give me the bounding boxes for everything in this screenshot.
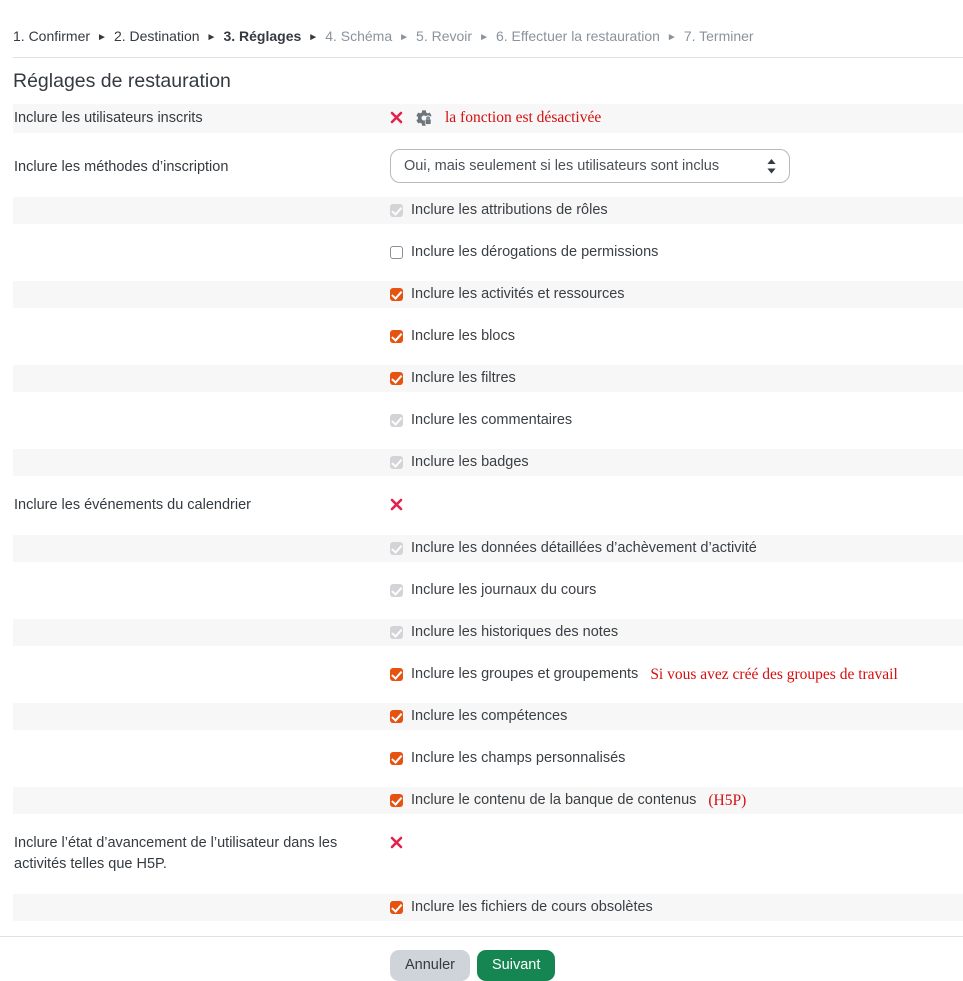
checkbox-label: Inclure les dérogations de permissions bbox=[411, 244, 659, 260]
checkbox bbox=[390, 456, 403, 469]
step-separator-icon: ► bbox=[666, 32, 677, 43]
checkbox-label: Inclure les compétences bbox=[411, 708, 568, 724]
field-note: Si vous avez créé des groupes de travail bbox=[650, 666, 898, 683]
field-control bbox=[390, 108, 963, 127]
checkbox-label: Inclure les journaux du cours bbox=[411, 582, 597, 598]
field-label: Inclure l’état d’avancement de l’utilisateur dans les activités telles que H5P. bbox=[14, 835, 338, 872]
select-arrows-icon bbox=[767, 159, 776, 174]
field-control bbox=[390, 201, 963, 220]
checkbox bbox=[390, 414, 403, 427]
form-row bbox=[13, 829, 963, 879]
field-control bbox=[390, 327, 963, 346]
form-row bbox=[13, 703, 963, 730]
checkbox-label: Inclure les fichiers de cours obsolètes bbox=[411, 899, 653, 915]
field-control bbox=[390, 495, 963, 511]
checkbox-label: Inclure les attributions de rôles bbox=[411, 202, 608, 218]
field-note: la fonction est désactivée bbox=[445, 109, 602, 126]
field-control bbox=[390, 243, 963, 262]
checkbox bbox=[390, 204, 403, 217]
step-1: 1. Confirmer bbox=[13, 28, 91, 44]
checkbox-label: Inclure les champs personnalisés bbox=[411, 750, 626, 766]
form-row bbox=[13, 535, 963, 562]
form-row bbox=[13, 148, 963, 184]
checkbox-label: Inclure les blocs bbox=[411, 328, 515, 344]
field-control bbox=[390, 539, 963, 558]
form-row bbox=[13, 787, 963, 814]
checkbox-label: Inclure le contenu de la banque de contenus bbox=[411, 792, 697, 808]
field-control bbox=[390, 581, 963, 600]
step-2: 2. Destination bbox=[113, 28, 200, 44]
select-value: Oui, mais seulement si les utilisateurs sont inclus bbox=[404, 157, 720, 174]
step-separator-icon: ► bbox=[479, 32, 489, 43]
field-control bbox=[390, 791, 963, 810]
checkbox-label: Inclure les groupes et groupements bbox=[411, 666, 639, 682]
field-label: Inclure les événements du calendrier bbox=[14, 497, 251, 513]
checkbox bbox=[390, 584, 403, 597]
checkbox[interactable] bbox=[390, 901, 403, 914]
checkbox[interactable] bbox=[390, 288, 403, 301]
checkbox[interactable] bbox=[390, 246, 403, 259]
checkbox bbox=[390, 542, 403, 555]
checkbox[interactable] bbox=[390, 372, 403, 385]
gear-lock-icon bbox=[416, 110, 432, 126]
step-3: 3. Réglages bbox=[223, 28, 302, 44]
field-control bbox=[390, 665, 963, 684]
form-row bbox=[13, 104, 963, 133]
step-separator-icon: ► bbox=[97, 32, 107, 43]
checkbox[interactable] bbox=[390, 794, 403, 807]
form-row bbox=[13, 239, 963, 266]
field-control bbox=[390, 898, 963, 917]
form-row bbox=[13, 745, 963, 772]
form-row bbox=[13, 619, 963, 646]
form-row bbox=[13, 407, 963, 434]
checkbox-label: Inclure les badges bbox=[411, 454, 529, 470]
checkbox[interactable] bbox=[390, 330, 403, 343]
next-button[interactable]: Suivant bbox=[477, 950, 555, 981]
field-control bbox=[390, 285, 963, 304]
step-separator-icon: ► bbox=[206, 32, 217, 43]
steps-breadcrumb bbox=[13, 28, 963, 58]
page-title: Réglages de restauration bbox=[13, 70, 231, 92]
field-control bbox=[390, 369, 963, 388]
step-7: 7. Terminer bbox=[683, 28, 754, 44]
actions-divider bbox=[0, 936, 963, 937]
form-rows bbox=[13, 104, 963, 921]
cancel-button[interactable]: Annuler bbox=[390, 950, 470, 981]
checkbox-label: Inclure les historiques des notes bbox=[411, 624, 619, 640]
cross-icon bbox=[390, 111, 403, 124]
cross-icon bbox=[390, 836, 403, 849]
form-row bbox=[13, 577, 963, 604]
form-actions bbox=[390, 950, 963, 981]
step-4: 4. Schéma bbox=[325, 28, 393, 44]
checkbox[interactable] bbox=[390, 668, 403, 681]
checkbox bbox=[390, 626, 403, 639]
field-control bbox=[390, 453, 963, 472]
form-row bbox=[13, 323, 963, 350]
form-row bbox=[13, 661, 963, 688]
checkbox-label: Inclure les données détaillées d’achèvement d’activité bbox=[411, 540, 757, 556]
field-label: Inclure les méthodes d’inscription bbox=[14, 158, 229, 175]
field-note: (H5P) bbox=[708, 792, 747, 809]
step-5: 5. Revoir bbox=[416, 28, 473, 44]
field-control bbox=[390, 623, 963, 642]
field-control bbox=[390, 411, 963, 430]
step-6: 6. Effectuer la restauration bbox=[495, 28, 660, 44]
checkbox-label: Inclure les filtres bbox=[411, 370, 516, 386]
field-label: Inclure les utilisateurs inscrits bbox=[14, 110, 203, 126]
checkbox[interactable] bbox=[390, 752, 403, 765]
form-row bbox=[13, 491, 963, 520]
checkbox-label: Inclure les activités et ressources bbox=[411, 286, 625, 302]
form-row bbox=[13, 449, 963, 476]
field-control bbox=[390, 707, 963, 726]
field-control bbox=[390, 749, 963, 768]
field-control bbox=[390, 833, 963, 849]
cross-icon bbox=[390, 498, 403, 511]
enrolment-methods-select[interactable] bbox=[390, 149, 790, 183]
form-row bbox=[13, 365, 963, 392]
field-control bbox=[390, 149, 963, 183]
checkbox-label: Inclure les commentaires bbox=[411, 412, 573, 428]
form-row bbox=[13, 197, 963, 224]
checkbox[interactable] bbox=[390, 710, 403, 723]
step-separator-icon: ► bbox=[308, 32, 319, 43]
form-row bbox=[13, 281, 963, 308]
step-separator-icon: ► bbox=[399, 32, 410, 43]
form-row bbox=[13, 894, 963, 921]
